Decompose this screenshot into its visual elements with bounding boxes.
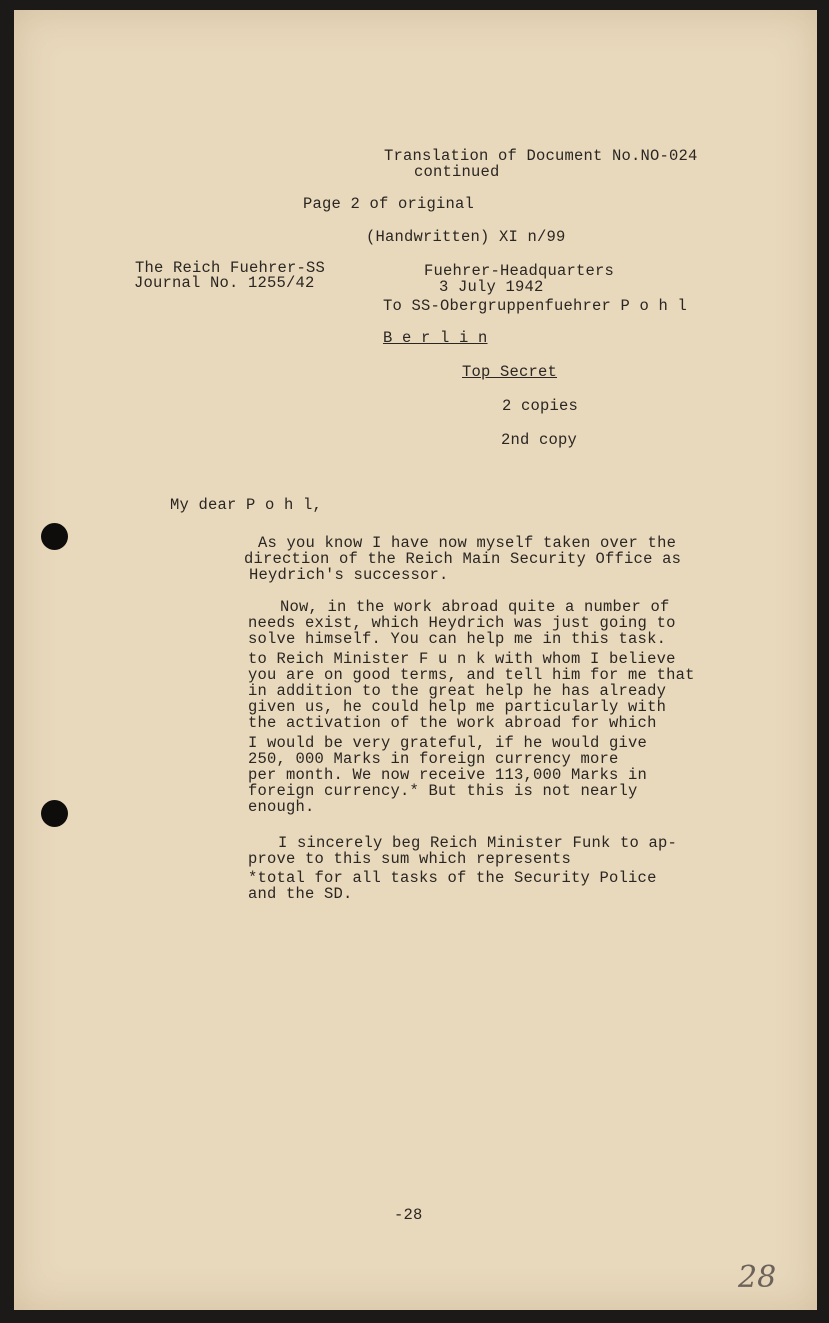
paragraph-3-line: I sincerely beg Reich Minister Funk to ap- bbox=[278, 834, 678, 852]
journal-number: Journal No. 1255/42 bbox=[134, 274, 315, 292]
recipient-city: B e r l i n bbox=[383, 329, 488, 347]
copy-number: 2nd copy bbox=[501, 431, 578, 449]
paragraph-2-line: per month. We now receive 113,000 Marks in bbox=[248, 766, 648, 784]
paragraph-2-line: solve himself. You can help me in this task. bbox=[248, 630, 667, 648]
handwritten-reference: (Handwritten) XI n/99 bbox=[366, 228, 566, 246]
secrecy-classification: Top Secret bbox=[462, 363, 558, 381]
paragraph-3-line: prove to this sum which represents bbox=[248, 850, 572, 868]
handwritten-page-number: 28 bbox=[738, 1260, 777, 1295]
sender-title: The Reich Fuehrer-SS bbox=[135, 259, 326, 277]
translation-title: Translation of Document No.NO-024 bbox=[384, 147, 698, 165]
page-number: -28 bbox=[394, 1206, 423, 1224]
paragraph-2-line: given us, he could help me particularly with bbox=[248, 698, 667, 716]
letter-date: 3 July 1942 bbox=[439, 278, 544, 296]
punch-hole-bottom bbox=[41, 800, 68, 827]
paragraph-2-line: needs exist, which Heydrich was just going to bbox=[248, 614, 676, 632]
paragraph-1-line: Heydrich's successor. bbox=[249, 566, 449, 584]
recipient-line: To SS-Obergruppenfuehrer P o h l bbox=[383, 297, 688, 315]
paragraph-2-line: foreign currency.* But this is not nearly bbox=[248, 782, 638, 800]
translation-continued: continued bbox=[414, 163, 500, 181]
footnote-line: *total for all tasks of the Security Police bbox=[248, 869, 657, 887]
footnote-line: and the SD. bbox=[248, 885, 353, 903]
paragraph-2-line: you are on good terms, and tell him for me that bbox=[248, 666, 695, 684]
paragraph-2-line: the activation of the work abroad for which bbox=[248, 714, 657, 732]
paragraph-2-line: 250, 000 Marks in foreign currency more bbox=[248, 750, 619, 768]
paragraph-2-line: to Reich Minister F u n k with whom I believe bbox=[248, 650, 676, 668]
paragraph-2-line: Now, in the work abroad quite a number of bbox=[280, 598, 670, 616]
paragraph-1-line: As you know I have now myself taken over the bbox=[258, 534, 677, 552]
page-reference: Page 2 of original bbox=[303, 195, 475, 213]
copies-count: 2 copies bbox=[502, 397, 579, 415]
paragraph-2-line: enough. bbox=[248, 798, 315, 816]
salutation: My dear P o h l, bbox=[170, 496, 323, 514]
paragraph-2-line: I would be very grateful, if he would give bbox=[248, 734, 648, 752]
location-place: Fuehrer-Headquarters bbox=[424, 262, 615, 280]
punch-hole-top bbox=[41, 523, 68, 550]
paragraph-2-line: in addition to the great help he has already bbox=[248, 682, 667, 700]
paragraph-1-line: direction of the Reich Main Security Office as bbox=[244, 550, 682, 568]
